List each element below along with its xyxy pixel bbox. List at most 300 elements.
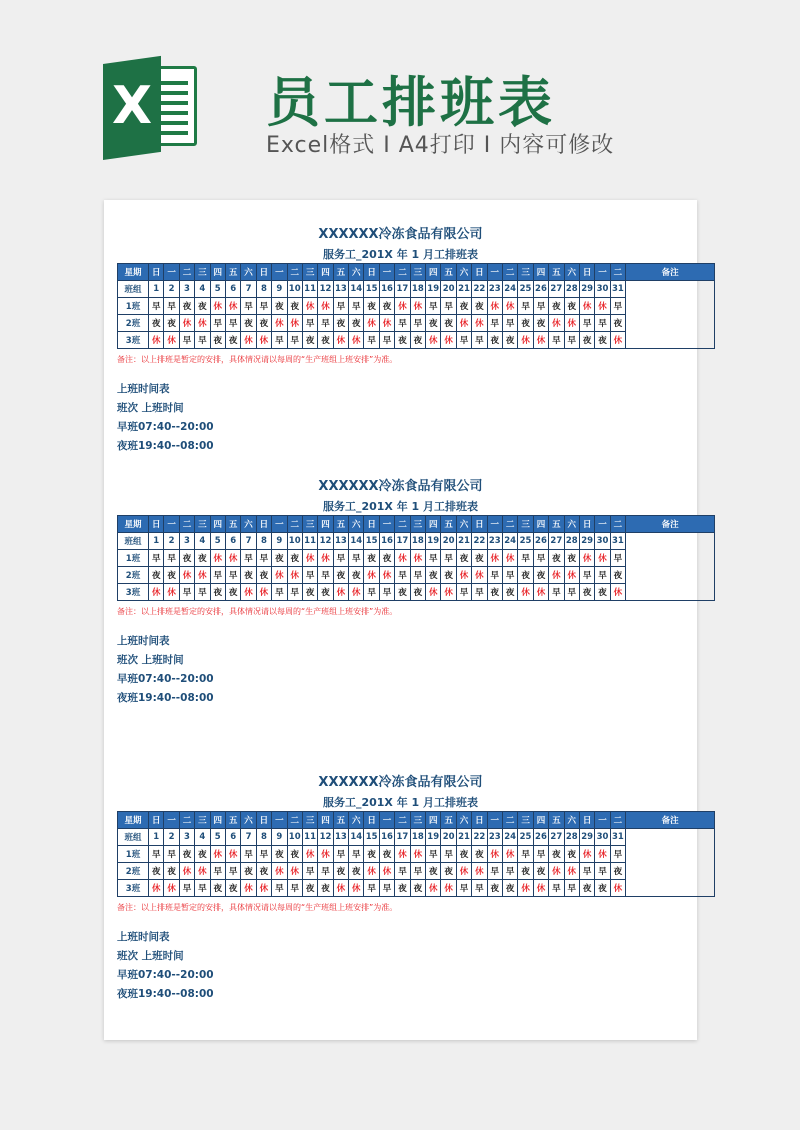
shift-cell: 夜 [302, 584, 317, 601]
shift-cell: 夜 [225, 332, 240, 349]
shift-cell: 早 [502, 315, 517, 332]
shift-cell: 休 [333, 332, 348, 349]
shift-cell: 休 [549, 863, 564, 880]
shift-cell: 夜 [179, 298, 194, 315]
remark-header: 备注 [626, 516, 715, 533]
shift-cell: 夜 [256, 863, 271, 880]
weekday-cell: 三 [195, 516, 210, 533]
shift-cell: 休 [395, 550, 410, 567]
shift-cell: 休 [287, 315, 302, 332]
work-time-table [117, 632, 697, 708]
weekday-cell: 日 [149, 812, 164, 829]
date-cell: 15 [364, 281, 379, 298]
date-cell: 11 [302, 829, 317, 846]
weekday-cell: 二 [610, 264, 625, 281]
shift-cell: 夜 [272, 846, 287, 863]
shift-cell: 夜 [195, 550, 210, 567]
date-row [118, 829, 715, 846]
shift-cell: 休 [518, 332, 533, 349]
shift-cell: 休 [487, 550, 502, 567]
work-time-header: 班次 上班时间 [117, 950, 184, 962]
date-cell: 6 [225, 281, 240, 298]
weekday-cell: 三 [302, 516, 317, 533]
shift-cell: 早 [225, 567, 240, 584]
shift-cell: 早 [410, 863, 425, 880]
weekday-cell: 五 [225, 516, 240, 533]
shift-cell: 早 [441, 298, 456, 315]
date-cell: 29 [579, 281, 594, 298]
shift-cell: 早 [579, 567, 594, 584]
work-time-night: 夜班19:40--08:00 [117, 440, 214, 452]
shift-cell: 早 [195, 332, 210, 349]
date-cell: 27 [549, 281, 564, 298]
weekday-cell: 日 [149, 516, 164, 533]
shift-cell: 早 [456, 332, 471, 349]
weekday-cell: 五 [549, 812, 564, 829]
shift-cell: 休 [533, 880, 548, 897]
shift-cell: 夜 [395, 332, 410, 349]
shift-cell: 早 [287, 584, 302, 601]
shift-cell: 休 [164, 880, 179, 897]
shift-cell: 夜 [349, 863, 364, 880]
date-cell: 29 [579, 829, 594, 846]
weekday-cell: 一 [164, 264, 179, 281]
date-cell: 10 [287, 533, 302, 550]
shift-cell: 夜 [149, 315, 164, 332]
weekday-cell: 一 [164, 812, 179, 829]
shift-cell: 休 [487, 846, 502, 863]
shift-cell: 休 [164, 584, 179, 601]
shift-cell: 休 [579, 298, 594, 315]
remark-cell [626, 533, 715, 601]
shift-cell: 休 [441, 880, 456, 897]
shift-cell: 早 [241, 298, 256, 315]
date-cell: 26 [533, 281, 548, 298]
schedule-table [117, 811, 715, 897]
shift-cell: 休 [364, 863, 379, 880]
shift-cell: 休 [349, 332, 364, 349]
shift-cell: 早 [426, 550, 441, 567]
weekday-cell: 五 [225, 812, 240, 829]
weekday-cell: 五 [333, 516, 348, 533]
shift-cell: 夜 [549, 550, 564, 567]
shift-cell: 早 [241, 550, 256, 567]
shift-cell: 休 [225, 550, 240, 567]
schedule-table [117, 263, 715, 349]
shift-cell: 休 [502, 846, 517, 863]
shift-cell: 早 [564, 584, 579, 601]
shift-cell: 早 [164, 550, 179, 567]
shift-cell: 休 [456, 863, 471, 880]
weekday-cell: 五 [333, 264, 348, 281]
shift-cell: 夜 [149, 863, 164, 880]
date-cell: 21 [456, 281, 471, 298]
work-time-header: 班次 上班时间 [117, 654, 184, 666]
shift-cell: 夜 [487, 880, 502, 897]
date-cell: 3 [179, 281, 194, 298]
shift-cell: 休 [441, 584, 456, 601]
shift-cell: 休 [210, 846, 225, 863]
date-cell: 9 [272, 281, 287, 298]
shift-cell: 夜 [549, 298, 564, 315]
shift-cell: 早 [518, 846, 533, 863]
date-cell: 6 [225, 533, 240, 550]
shift-cell: 早 [441, 846, 456, 863]
schedule-block-2 [104, 478, 697, 708]
shift-cell: 早 [272, 880, 287, 897]
shift-cell: 休 [195, 567, 210, 584]
weekday-cell: 四 [426, 264, 441, 281]
weekday-cell: 一 [379, 812, 394, 829]
shift-cell: 早 [549, 584, 564, 601]
group-label: 班组 [118, 829, 149, 846]
weekday-cell: 二 [502, 516, 517, 533]
shift-label: 3班 [118, 880, 149, 897]
shift-cell: 休 [472, 863, 487, 880]
shift-cell: 休 [379, 863, 394, 880]
shift-cell: 夜 [164, 863, 179, 880]
shift-cell: 休 [256, 880, 271, 897]
shift-cell: 早 [272, 332, 287, 349]
shift-cell: 休 [302, 846, 317, 863]
shift-cell: 夜 [241, 315, 256, 332]
date-cell: 16 [379, 829, 394, 846]
date-cell: 19 [426, 829, 441, 846]
date-cell: 22 [472, 533, 487, 550]
weekday-cell: 日 [579, 264, 594, 281]
shift-label: 1班 [118, 550, 149, 567]
shift-cell: 休 [210, 298, 225, 315]
schedule-title: 服务工_201X 年 1 月工排班表 [322, 500, 479, 513]
date-cell: 13 [333, 829, 348, 846]
document-page [104, 200, 697, 1040]
date-cell: 1 [149, 533, 164, 550]
date-cell: 13 [333, 533, 348, 550]
weekday-cell: 五 [441, 812, 456, 829]
date-cell: 18 [410, 533, 425, 550]
shift-cell: 夜 [549, 846, 564, 863]
shift-label: 1班 [118, 846, 149, 863]
shift-cell: 休 [579, 846, 594, 863]
date-cell: 12 [318, 281, 333, 298]
shift-cell: 夜 [179, 846, 194, 863]
date-cell: 25 [518, 281, 533, 298]
weekday-cell: 三 [195, 264, 210, 281]
date-cell: 16 [379, 533, 394, 550]
shift-cell: 夜 [379, 550, 394, 567]
date-row [118, 281, 715, 298]
weekday-cell: 二 [179, 264, 194, 281]
banner [0, 0, 800, 200]
shift-cell: 早 [502, 863, 517, 880]
shift-cell: 夜 [195, 846, 210, 863]
shift-row [118, 880, 715, 897]
work-time-title: 上班时间表 [117, 383, 170, 395]
date-cell: 4 [195, 281, 210, 298]
shift-cell: 休 [195, 315, 210, 332]
weekday-cell: 四 [426, 516, 441, 533]
shift-cell: 夜 [502, 880, 517, 897]
weekday-cell: 一 [272, 516, 287, 533]
shift-cell: 夜 [349, 567, 364, 584]
weekday-cell: 六 [564, 264, 579, 281]
shift-cell: 夜 [272, 298, 287, 315]
shift-cell: 早 [426, 298, 441, 315]
date-cell: 24 [502, 533, 517, 550]
weekday-cell: 一 [379, 264, 394, 281]
shift-cell: 夜 [256, 567, 271, 584]
company-name: XXXXXX冷冻食品有限公司 [318, 227, 483, 242]
shift-cell: 早 [595, 315, 610, 332]
shift-cell: 休 [395, 298, 410, 315]
schedule-block-1 [104, 226, 697, 456]
weekday-cell: 一 [487, 516, 502, 533]
shift-cell: 早 [518, 550, 533, 567]
shift-cell: 休 [518, 584, 533, 601]
shift-cell: 夜 [179, 550, 194, 567]
shift-cell: 休 [179, 567, 194, 584]
shift-cell: 夜 [487, 332, 502, 349]
date-cell: 17 [395, 533, 410, 550]
date-cell: 1 [149, 281, 164, 298]
shift-cell: 早 [610, 846, 625, 863]
weekday-cell: 一 [164, 516, 179, 533]
shift-cell: 早 [487, 863, 502, 880]
date-cell: 15 [364, 533, 379, 550]
shift-cell: 休 [272, 315, 287, 332]
weekday-cell: 六 [564, 516, 579, 533]
shift-cell: 夜 [241, 567, 256, 584]
shift-cell: 休 [533, 332, 548, 349]
weekday-cell: 三 [302, 812, 317, 829]
weekday-cell: 三 [518, 516, 533, 533]
shift-cell: 休 [410, 298, 425, 315]
work-time-title: 上班时间表 [117, 635, 170, 647]
shift-cell: 休 [349, 584, 364, 601]
weekday-cell: 一 [272, 264, 287, 281]
weekday-cell: 二 [502, 812, 517, 829]
shift-cell: 夜 [364, 550, 379, 567]
weekday-cell: 五 [441, 516, 456, 533]
shift-cell: 休 [579, 550, 594, 567]
shift-cell: 休 [379, 315, 394, 332]
schedule-note: 备注：以上排班是暂定的安排，具体情况请以每周的“生产班组上班安排”为准。 [117, 355, 398, 364]
shift-cell: 夜 [533, 315, 548, 332]
shift-cell: 早 [287, 880, 302, 897]
weekday-cell: 三 [518, 264, 533, 281]
weekday-cell: 五 [549, 516, 564, 533]
shift-cell: 早 [225, 863, 240, 880]
shift-cell: 早 [256, 846, 271, 863]
shift-cell: 夜 [149, 567, 164, 584]
weekday-cell: 日 [472, 264, 487, 281]
shift-cell: 夜 [164, 315, 179, 332]
shift-label: 2班 [118, 567, 149, 584]
date-cell: 27 [549, 533, 564, 550]
weekday-cell: 四 [318, 812, 333, 829]
shift-row [118, 315, 715, 332]
shift-cell: 夜 [487, 584, 502, 601]
weekday-cell: 四 [426, 812, 441, 829]
shift-cell: 夜 [333, 315, 348, 332]
weekday-cell: 日 [256, 264, 271, 281]
date-cell: 30 [595, 829, 610, 846]
date-cell: 31 [610, 281, 625, 298]
date-cell: 10 [287, 829, 302, 846]
date-cell: 11 [302, 533, 317, 550]
schedule-title: 服务工_201X 年 1 月工排班表 [322, 248, 479, 261]
weekday-cell: 六 [349, 264, 364, 281]
shift-cell: 休 [272, 567, 287, 584]
shift-cell: 早 [364, 880, 379, 897]
weekday-header-label: 星期 [118, 812, 149, 829]
weekday-cell: 六 [241, 812, 256, 829]
shift-cell: 休 [318, 298, 333, 315]
weekday-cell: 二 [395, 264, 410, 281]
weekday-header-row [118, 812, 715, 829]
shift-cell: 休 [179, 315, 194, 332]
weekday-cell: 五 [333, 812, 348, 829]
shift-cell: 早 [349, 550, 364, 567]
shift-label: 2班 [118, 863, 149, 880]
schedule-note: 备注：以上排班是暂定的安排，具体情况请以每周的“生产班组上班安排”为准。 [117, 903, 398, 912]
weekday-cell: 六 [564, 812, 579, 829]
shift-cell: 休 [426, 584, 441, 601]
shift-cell: 休 [518, 880, 533, 897]
shift-cell: 休 [318, 846, 333, 863]
shift-cell: 早 [564, 332, 579, 349]
shift-cell: 休 [364, 567, 379, 584]
shift-cell: 休 [441, 332, 456, 349]
shift-cell: 早 [472, 880, 487, 897]
shift-row [118, 567, 715, 584]
shift-cell: 早 [472, 332, 487, 349]
shift-cell: 夜 [533, 567, 548, 584]
shift-cell: 夜 [502, 332, 517, 349]
date-cell: 27 [549, 829, 564, 846]
weekday-header-label: 星期 [118, 264, 149, 281]
date-cell: 9 [272, 533, 287, 550]
date-cell: 14 [349, 829, 364, 846]
date-cell: 16 [379, 281, 394, 298]
work-time-early: 早班07:40--20:00 [117, 421, 214, 433]
weekday-cell: 二 [287, 516, 302, 533]
weekday-header-row [118, 516, 715, 533]
shift-cell: 休 [241, 584, 256, 601]
weekday-cell: 六 [456, 812, 471, 829]
date-cell: 19 [426, 533, 441, 550]
weekday-cell: 二 [610, 812, 625, 829]
shift-cell: 休 [456, 567, 471, 584]
shift-cell: 休 [149, 880, 164, 897]
shift-cell: 早 [549, 880, 564, 897]
weekday-cell: 五 [225, 264, 240, 281]
shift-cell: 休 [302, 550, 317, 567]
weekday-cell: 日 [364, 264, 379, 281]
date-cell: 2 [164, 829, 179, 846]
weekday-cell: 四 [318, 516, 333, 533]
shift-cell: 早 [164, 846, 179, 863]
shift-cell: 早 [210, 863, 225, 880]
date-cell: 7 [241, 829, 256, 846]
shift-cell: 早 [410, 315, 425, 332]
date-cell: 28 [564, 533, 579, 550]
shift-cell: 早 [349, 298, 364, 315]
shift-cell: 夜 [210, 332, 225, 349]
shift-cell: 早 [595, 863, 610, 880]
weekday-cell: 六 [241, 516, 256, 533]
date-cell: 23 [487, 829, 502, 846]
date-cell: 3 [179, 533, 194, 550]
weekday-cell: 一 [379, 516, 394, 533]
shift-cell: 休 [256, 332, 271, 349]
shift-row [118, 298, 715, 315]
shift-cell: 早 [549, 332, 564, 349]
shift-cell: 早 [318, 863, 333, 880]
weekday-cell: 二 [287, 264, 302, 281]
shift-cell: 夜 [225, 584, 240, 601]
date-cell: 20 [441, 281, 456, 298]
shift-cell: 早 [610, 550, 625, 567]
shift-cell: 早 [379, 880, 394, 897]
shift-cell: 夜 [579, 332, 594, 349]
shift-cell: 早 [349, 846, 364, 863]
date-cell: 11 [302, 281, 317, 298]
shift-cell: 早 [533, 846, 548, 863]
work-time-night: 夜班19:40--08:00 [117, 988, 214, 1000]
shift-cell: 早 [302, 567, 317, 584]
shift-cell: 休 [210, 550, 225, 567]
shift-cell: 休 [487, 298, 502, 315]
weekday-cell: 四 [318, 264, 333, 281]
shift-cell: 夜 [456, 298, 471, 315]
date-cell: 22 [472, 281, 487, 298]
company-name: XXXXXX冷冻食品有限公司 [318, 775, 483, 790]
shift-cell: 夜 [595, 584, 610, 601]
shift-cell: 早 [179, 332, 194, 349]
shift-cell: 休 [333, 584, 348, 601]
shift-cell: 早 [472, 584, 487, 601]
shift-cell: 休 [256, 584, 271, 601]
shift-cell: 休 [410, 550, 425, 567]
date-cell: 30 [595, 281, 610, 298]
shift-cell: 早 [395, 315, 410, 332]
date-cell: 8 [256, 281, 271, 298]
weekday-cell: 六 [456, 516, 471, 533]
weekday-cell: 一 [595, 516, 610, 533]
date-cell: 24 [502, 281, 517, 298]
remark-header: 备注 [626, 812, 715, 829]
shift-cell: 休 [395, 846, 410, 863]
shift-label: 3班 [118, 584, 149, 601]
shift-cell: 夜 [225, 880, 240, 897]
shift-cell: 夜 [426, 315, 441, 332]
shift-cell: 夜 [195, 298, 210, 315]
shift-cell: 夜 [610, 315, 625, 332]
shift-cell: 夜 [395, 880, 410, 897]
shift-row [118, 332, 715, 349]
shift-cell: 早 [272, 584, 287, 601]
shift-cell: 夜 [256, 315, 271, 332]
date-cell: 28 [564, 281, 579, 298]
date-cell: 7 [241, 533, 256, 550]
shift-cell: 夜 [502, 584, 517, 601]
shift-cell: 夜 [364, 298, 379, 315]
shift-cell: 夜 [564, 298, 579, 315]
shift-cell: 早 [579, 863, 594, 880]
shift-cell: 休 [610, 332, 625, 349]
shift-cell: 夜 [595, 332, 610, 349]
